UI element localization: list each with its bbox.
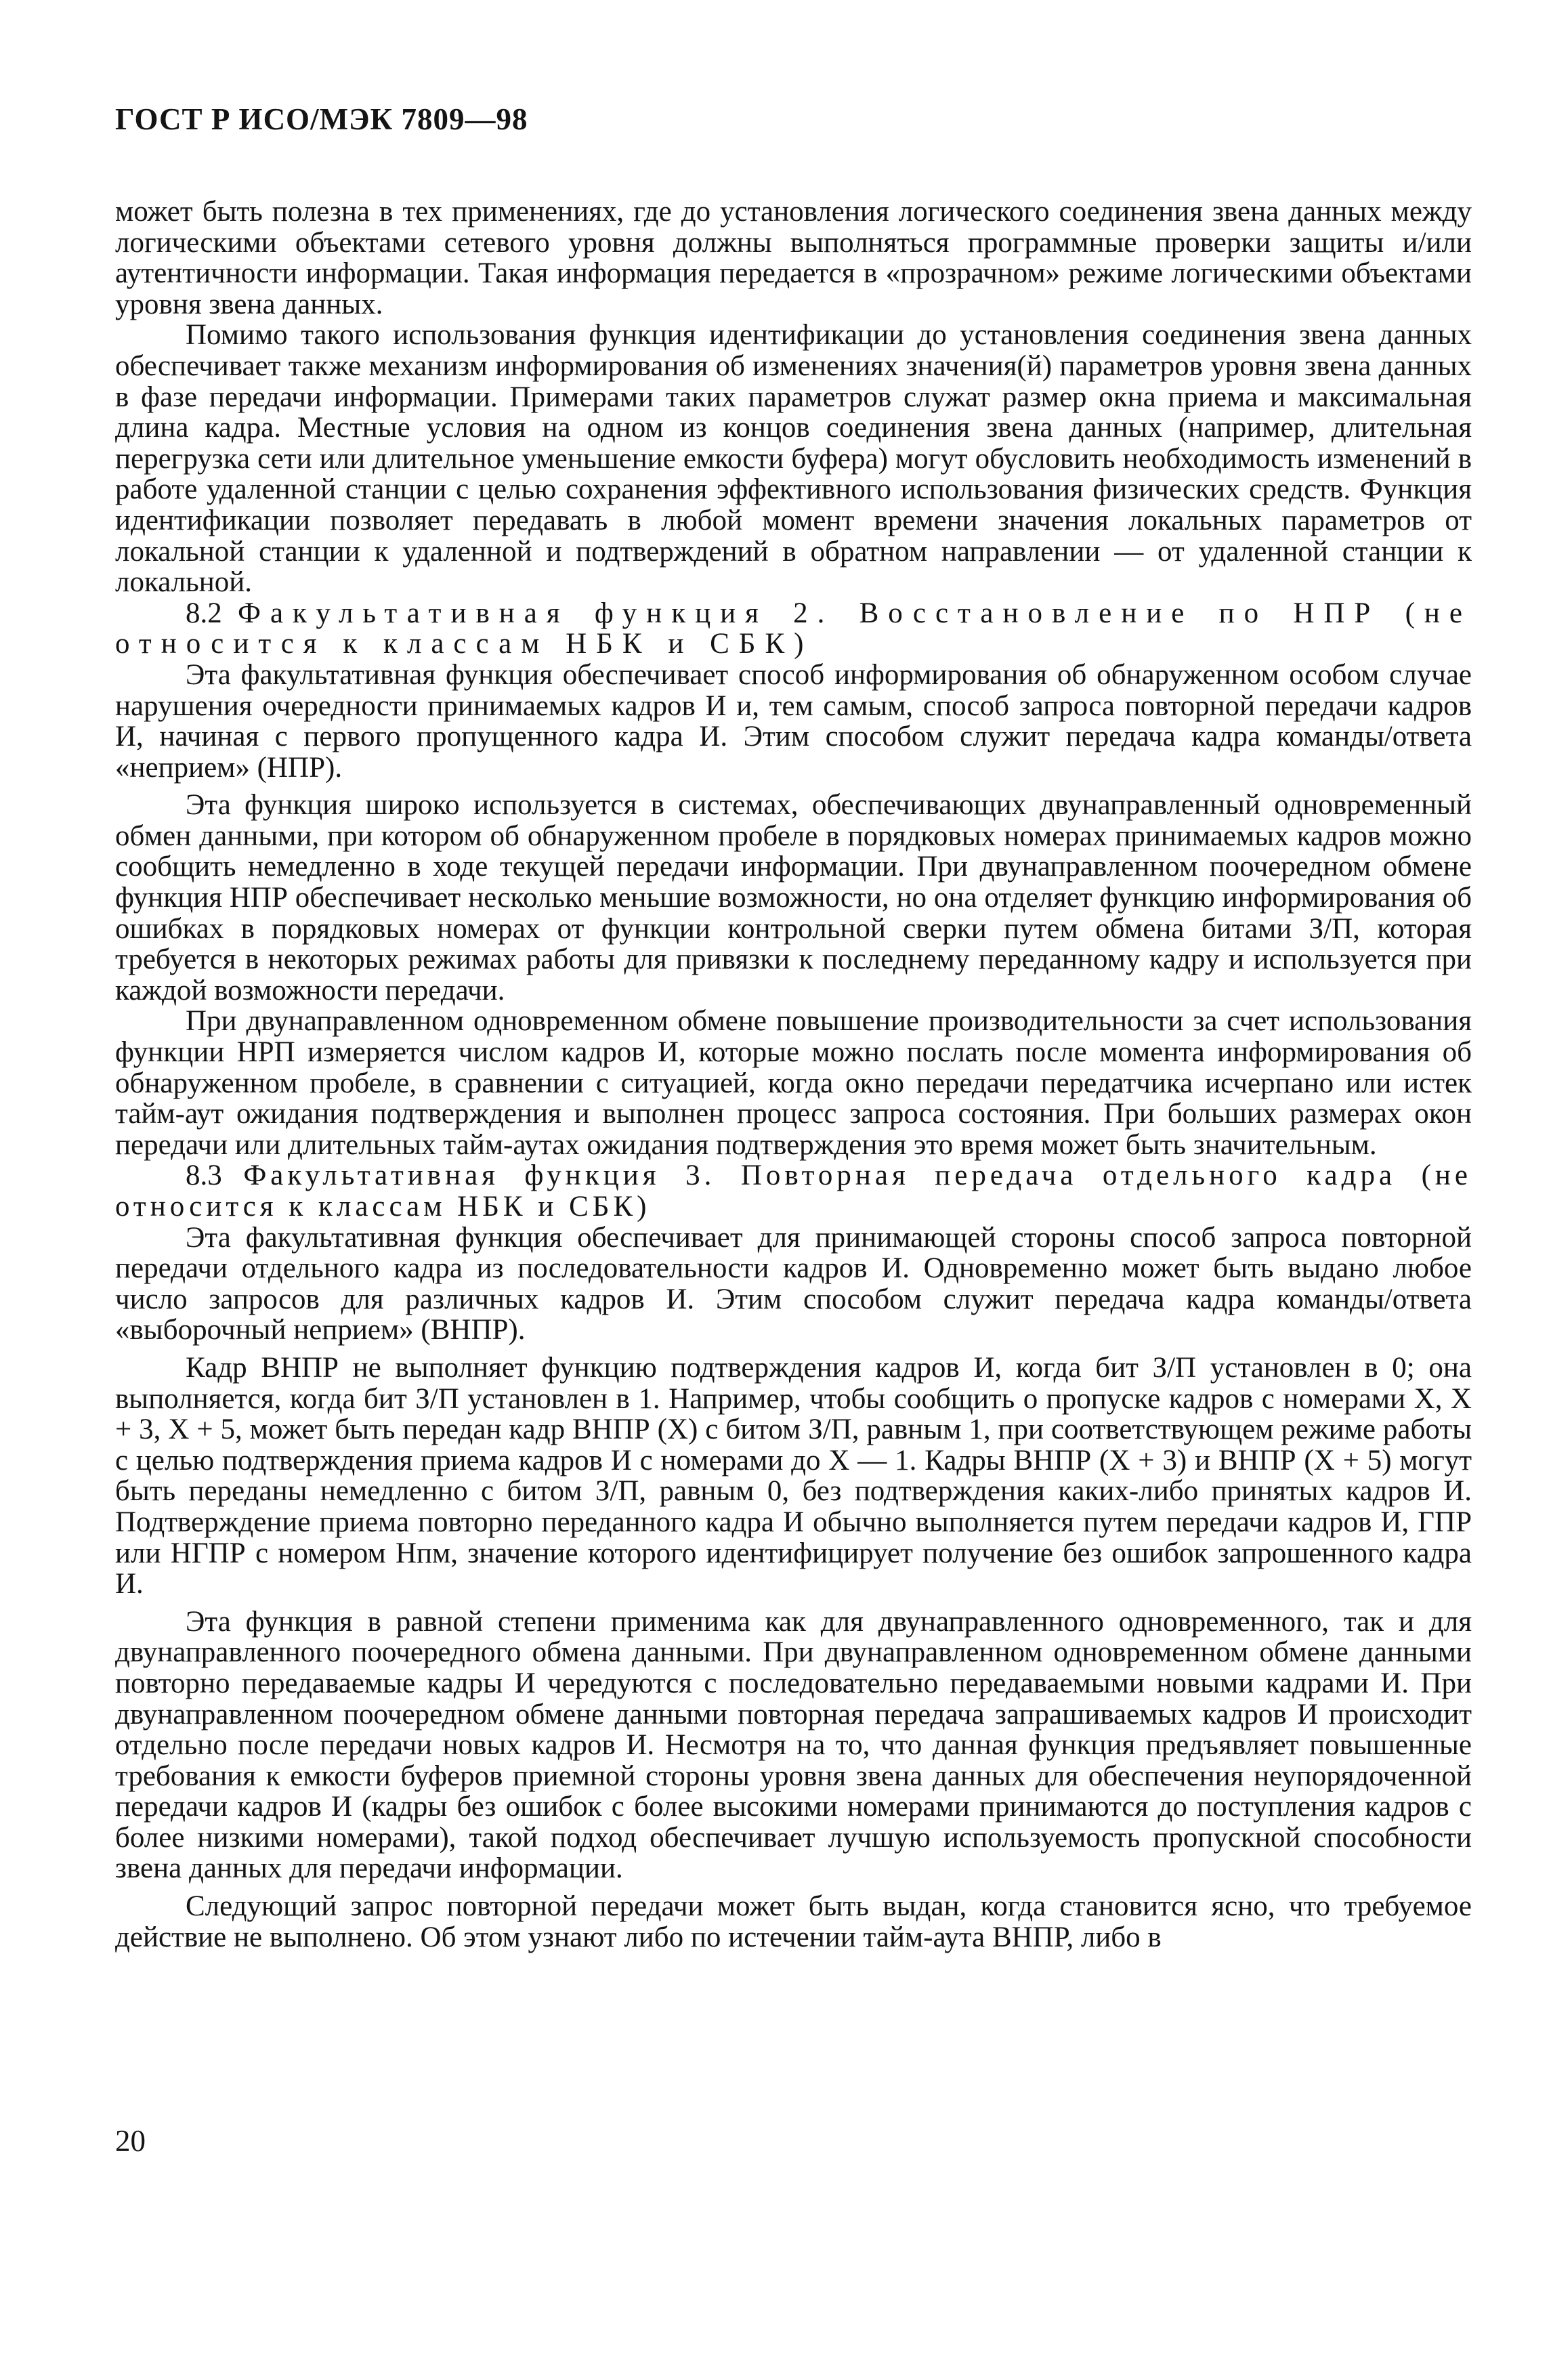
section-heading-text: Факультативная функция 2. Восстановление по НПР (не относится к классам НБК и СБК) xyxy=(115,597,1472,660)
paragraph: Эта функция широко используется в системах, обеспечивающих двунаправленный одновременный обмен данными, при котором об обнаруженном пробеле в порядковых номерах принимаемых кадров можно сообщить немедленно в ходе текущей передачи информации. При двунаправленном поочередном обмене функция НПР обеспечивает несколько меньшие возможности, но она отделяет функцию информирования об ошибках в порядковых номерах от функции контрольной сверки путем обмена битами З/П, которая требуется в некоторых режимах работы для привязки к последнему переданному кадру и используется при каждой возможности передачи. xyxy=(115,789,1472,1006)
document-body xyxy=(115,196,1472,1953)
section-number: 8.3 xyxy=(186,1160,222,1192)
section-heading-8-3 xyxy=(115,1160,1472,1222)
paragraph: Помимо такого использования функция идентификации до установления соединения звена данных обеспечивает также механизм информирования об изменениях значения(й) параметров уровня звена данных в фазе передачи информации. Примерами таких параметров служат размер окна приема и максимальная длина кадра. Местные условия на одном из концов соединения звена данных (например, длительная перегрузка сети или длительное уменьшение емкости буфера) могут обусловить необходимость изменений в работе удаленной станции с целью сохранения эффективного использования физических средств. Функция идентификации позволяет передавать в любой момент времени значения локальных параметров от локальной станции к удаленной и подтверждений в обратном направлении — от удаленной станции к локальной. xyxy=(115,319,1472,599)
paragraph: Эта факультативная функция обеспечивает для принимающей стороны способ запроса повторной передачи отдельного кадра из последовательности кадров И. Одновременно может быть выдано любое число запросов для различных кадров И. Этим способом служит передача кадра команды/ответа «выборочный неприем» (ВНПР). xyxy=(115,1221,1472,1346)
section-heading-8-2 xyxy=(115,598,1472,660)
paragraph: Эта функция в равной степени применима как для двунаправленного одновременного, так и для двунаправленного поочередного обмена данными. При двунаправленном одновременном обмене данными повторно передаваемые кадры И чередуются с последовательно передаваемыми новыми кадрами И. При двунаправленном поочередном обмене данными повторная передача запрашиваемых кадров И происходит отдельно после передачи новых кадров И. Несмотря на то, что данная функция предъявляет повышенные требования к емкости буферов приемной стороны уровня звена данных для обеспечения неупорядоченной передачи кадров И (кадры без ошибок с более высокими номерами принимаются до поступления кадров с более низкими номерами), такой подход обеспечивает лучшую используемость пропускной способности звена данных для передачи информации. xyxy=(115,1605,1472,1885)
paragraph: Эта факультативная функция обеспечивает способ информирования об обнаруженном особом случае нарушения очередности принимаемых кадров И и, тем самым, способ запроса повторной передачи кадров И, начиная с первого пропущенного кадра И. Этим способом служит передача кадра команды/ответа «неприем» (НПР). xyxy=(115,658,1472,784)
paragraph-continuation: может быть полезна в тех применениях, где до установления логического соединения звена данных между логическими объектами сетевого уровня должны выполняться программные проверки защиты и/или аутентичности информации. Такая информация передается в «прозрачном» режиме логическими объектами уровня звена данных. xyxy=(115,196,1472,320)
paragraph: Следующий запрос повторной передачи может быть выдан, когда становится ясно, что требуемое действие не выполнено. Об этом узнают либо по истечении тайм-аута ВНПР, либо в xyxy=(115,1890,1472,1953)
section-number: 8.2 xyxy=(186,597,222,629)
paragraph: При двунаправленном одновременном обмене повышение производительности за счет использования функции НРП измеряется числом кадров И, которые можно послать после момента информирования об обнаруженном пробеле, в сравнении с ситуацией, когда окно передачи передатчика исчерпано или истек тайм-аут ожидания подтверждения и выполнен процесс запроса состояния. При больших размерах окон передачи или длительных тайм-аутах ожидания подтверждения это время может быть значительным. xyxy=(115,1005,1472,1161)
section-heading-text: Факультативная функция 3. Повторная передача отдельного кадра (не относится к классам НБК и СБК) xyxy=(115,1160,1472,1223)
page-header: ГОСТ Р ИСО/МЭК 7809—98 xyxy=(115,102,528,136)
page-number: 20 xyxy=(115,2124,146,2158)
paragraph: Кадр ВНПР не выполняет функцию подтверждения кадров И, когда бит З/П установлен в 0; она выполняется, когда бит З/П установлен в 1. Например, чтобы сообщить о пропуске кадров с номерами X, X + 3, X + 5, может быть передан кадр ВНПР (X) с битом З/П, равным 1, при соответствующем режиме работы с целью подтверждения приема кадров И с номерами до X — 1. Кадры ВНПР (X + 3) и ВНПР (X + 5) могут быть переданы немедленно с битом З/П, равным 0, без подтверждения каких-либо принятых кадров И. Подтверждение приема повторно переданного кадра И обычно выполняется путем передачи кадров И, ГПР или НГПР с номером Нпм, значение которого идентифицирует получение без ошибок запрошенного кадра И. xyxy=(115,1351,1472,1600)
